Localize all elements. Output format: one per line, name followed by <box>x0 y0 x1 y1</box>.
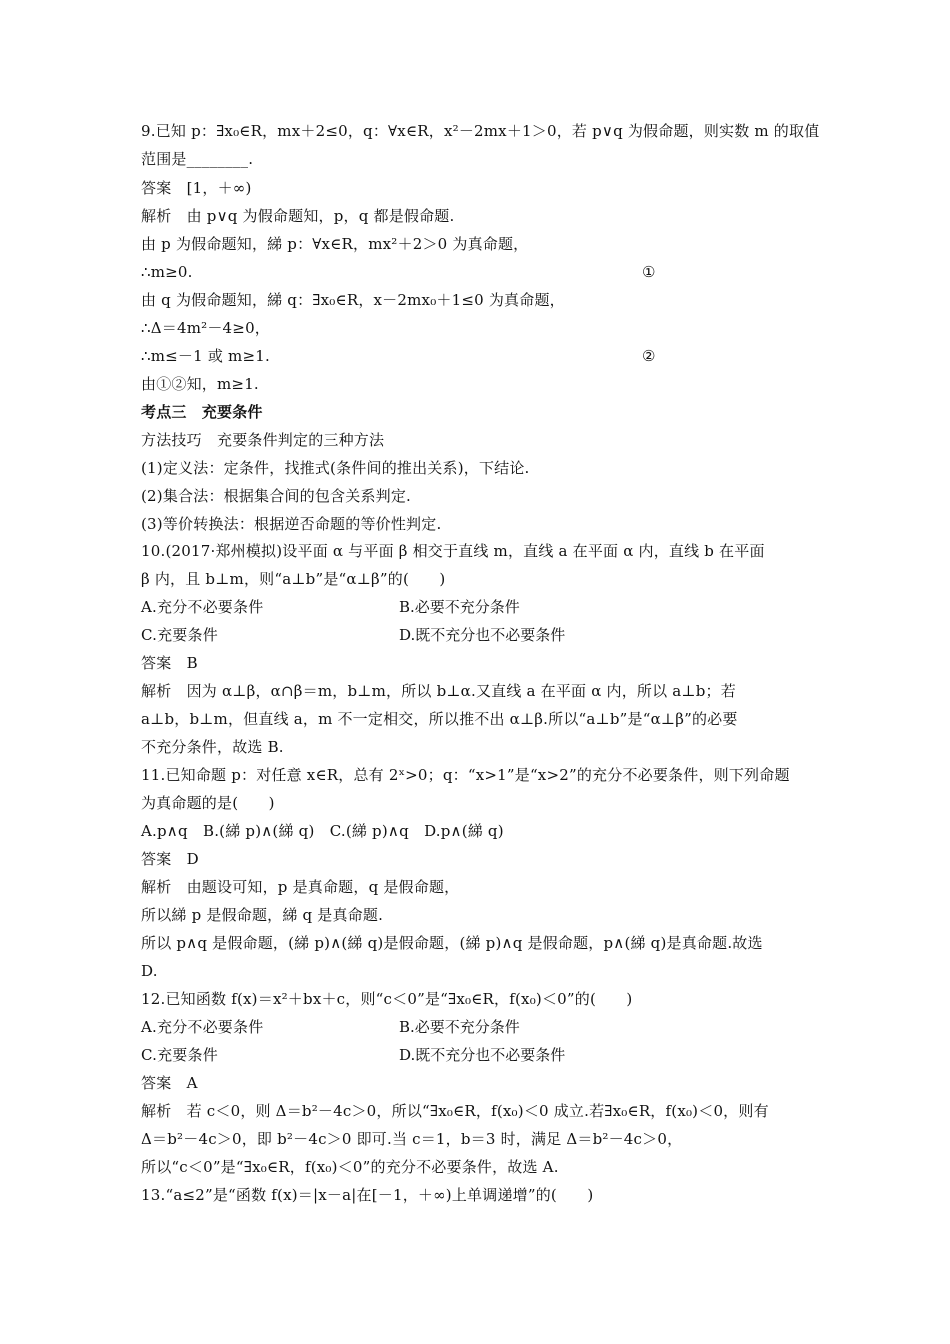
section-heading: 考点三 充要条件 <box>141 403 263 421</box>
text-line: a⊥b，b⊥m，但直线 a，m 不一定相交，所以推不出 α⊥β.所以“a⊥b”是“α⊥β”的必要 <box>141 710 738 728</box>
text-line: C.充要条件 <box>141 1046 218 1064</box>
text-line: 12.已知函数 f(x)＝x²＋bx＋c，则“c＜0”是“∃x₀∈R，f(x₀)＜0”的( ) <box>141 990 633 1008</box>
text-line: 所以綈 p 是假命题，綈 q 是真命题. <box>141 906 384 924</box>
text-line: 由 p 为假命题知，綈 p：∀x∈R，mx²＋2＞0 为真命题， <box>141 235 529 253</box>
text-line: (2)集合法：根据集合间的包含关系判定. <box>141 487 412 505</box>
q12-option-d: D.既不充分也不必要条件 <box>399 1046 566 1064</box>
text-line: 为真命题的是( ) <box>141 794 275 812</box>
text-line: β 内，且 b⊥m，则“a⊥b”是“α⊥β”的( ) <box>141 570 446 588</box>
text-line: 答案 A <box>141 1074 198 1092</box>
circled-mark-1: ① <box>642 263 656 281</box>
text-line: 所以“c＜0”是“∃x₀∈R，f(x₀)＜0”的充分不必要条件，故选 A. <box>141 1158 559 1176</box>
q10-option-d: D.既不充分也不必要条件 <box>399 626 566 644</box>
text-line: 9.已知 p：∃x₀∈R，mx＋2≤0，q：∀x∈R，x²－2mx＋1＞0，若 p∨q 为假命题，则实数 m 的取值 <box>141 122 820 140</box>
text-line: 所以 p∧q 是假命题，(綈 p)∧(綈 q)是假命题，(綈 p)∧q 是假命题，p∧(綈 q)是真命题.故选 <box>141 934 763 952</box>
text-line: 答案 B <box>141 654 198 672</box>
text-line: ∴Δ＝4m²－4≥0， <box>141 319 271 337</box>
q10-option-b: B.必要不充分条件 <box>399 598 520 616</box>
text-line: 解析 由 p∨q 为假命题知，p，q 都是假命题. <box>141 207 455 225</box>
text-line: (3)等价转换法：根据逆否命题的等价性判定. <box>141 515 442 533</box>
text-line: Δ＝b²－4c＞0，即 b²－4c＞0 即可.当 c＝1，b＝3 时，满足 Δ＝b²－4c＞0， <box>141 1130 683 1148</box>
circled-mark-2: ② <box>642 347 656 365</box>
text-line: C.充要条件 <box>141 626 218 644</box>
text-line: 解析 因为 α⊥β，α∩β＝m，b⊥m，所以 b⊥α.又直线 a 在平面 α 内，所以 a⊥b；若 <box>141 682 736 700</box>
text-line: A.p∧q B.(綈 p)∧(綈 q) C.(綈 p)∧q D.p∧(綈 q) <box>141 822 504 840</box>
text-line: 11.已知命题 p：对任意 x∈R，总有 2ˣ>0；q：“x>1”是“x>2”的充分不必要条件，则下列命题 <box>141 766 790 784</box>
text-line: 不充分条件，故选 B. <box>141 738 284 756</box>
text-line: 由 q 为假命题知，綈 q：∃x₀∈R，x－2mx₀＋1≤0 为真命题， <box>141 291 565 309</box>
text-line: 解析 若 c＜0，则 Δ＝b²－4c＞0，所以“∃x₀∈R，f(x₀)＜0 成立.若∃x₀∈R，f(x₀)＜0，则有 <box>141 1102 769 1120</box>
text-line: 答案 [1，＋∞) <box>141 179 252 197</box>
text-line: 10.(2017·郑州模拟)设平面 α 与平面 β 相交于直线 m，直线 a 在平面 α 内，直线 b 在平面 <box>141 542 765 560</box>
text-line: 答案 D <box>141 850 199 868</box>
text-line: 由①②知，m≥1. <box>141 375 259 393</box>
q12-option-b: B.必要不充分条件 <box>399 1018 520 1036</box>
text-line: 13.“a≤2”是“函数 f(x)＝|x－a|在[－1，＋∞)上单调递增”的( ) <box>141 1186 594 1204</box>
text-line: D. <box>141 962 158 980</box>
text-line: A.充分不必要条件 <box>141 1018 264 1036</box>
text-line: (1)定义法：定条件，找推式(条件间的推出关系)，下结论. <box>141 459 530 477</box>
text-line: 方法技巧 充要条件判定的三种方法 <box>141 431 385 449</box>
text-line: ∴m≥0. <box>141 263 193 281</box>
text-line: 范围是________. <box>141 150 254 168</box>
text-line: A.充分不必要条件 <box>141 598 264 616</box>
text-line: ∴m≤－1 或 m≥1. <box>141 347 270 365</box>
text-line: 解析 由题设可知，p 是真命题，q 是假命题， <box>141 878 460 896</box>
